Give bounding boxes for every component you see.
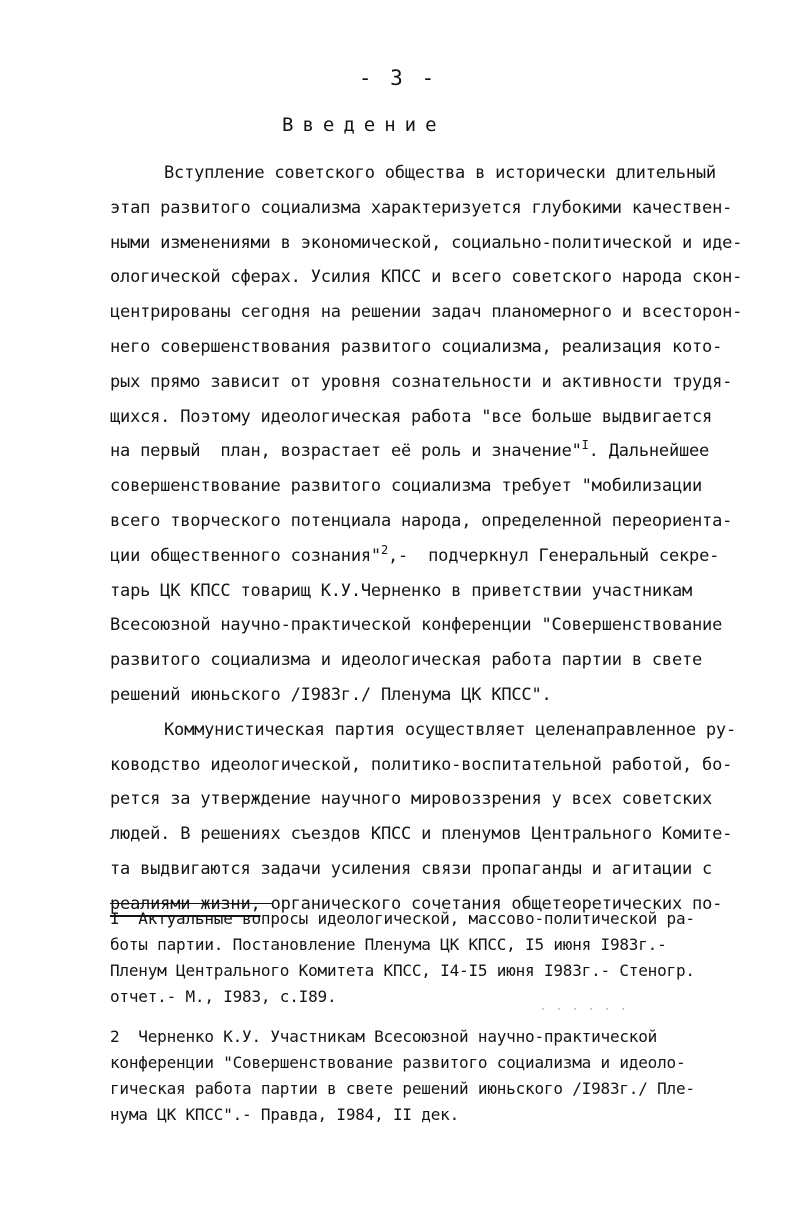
text-line: всего творческого потенциала народа, определенной переориента- [110,510,733,531]
text-line: него совершенствования развитого социализма, реализация кото- [110,336,723,357]
underlined-phrase: реалиями жизни, [110,893,261,914]
footnote-line: Пленум Центрального Комитета КПСС, I4-I5 июня I983г.- Стеногр. [110,961,695,980]
footnote-2 [110,1024,790,1128]
text-line-footnote-2 [110,539,790,574]
body-text [110,156,790,922]
footnote-line: 2 Черненко К.У. Участникам Всесоюзной научно-практической [110,1027,658,1046]
line-text: ,- подчеркнул Генеральный секре- [387,545,720,566]
text-line: решений июньского /I983г./ Пленума ЦК КПСС". [110,684,552,705]
text-line: ологической сферах. Усилия КПСС и всего советского народа скон- [110,267,743,288]
line-text: . Дальнейшее [588,441,710,462]
faint-dots-artifact: · · · · · · [540,1004,629,1015]
text-line: совершенствование развитого социализма требует "мобилизации [110,476,703,497]
text-line: Всесоюзной научно-практической конференции "Совершенствование [110,615,723,636]
footnotes [110,906,790,1128]
text-line: тарь ЦК КПСС товарищ К.У.Черненко в приветствии участникам [110,580,693,601]
text-line: рется за утверждение научного мировоззрения у всех советских [110,789,713,810]
line-text: органического сочетания общетеоретических по- [260,893,723,914]
text-line: щихся. Поэтому идеологическая работа "все больше выдвигается [110,406,713,427]
footnote-marker-2[interactable]: 2 [380,542,388,557]
text-line: людей. В решениях съездов КПСС и пленумов Центрального Комите- [110,824,733,845]
text-line: развитого социализма и идеологическая работа партии в свете [110,650,703,671]
footnote-line: гическая работа партии в свете решений июньского /I983г./ Пле- [110,1079,695,1098]
text-line-footnote-1 [110,434,790,469]
footnote-line: I Актуальные вопросы идеологической, массово-политической ра- [110,909,695,928]
footnote-line: отчет.- М., I983, с.I89. [110,987,337,1006]
text-line: Коммунистическая партия осуществляет целенаправленное ру- [164,719,736,740]
text-line: ными изменениями в экономической, социально-политической и иде- [110,232,743,253]
text-line: та выдвигаются задачи усиления связи пропаганды и агитации с [110,858,713,879]
page-number: - 3 - [358,66,438,90]
footnote-1 [110,906,790,1010]
line-text: ции общественного сознания" [110,545,381,566]
footnote-line: конференции "Совершенствование развитого социализма и идеоло- [110,1053,686,1072]
line-text: на первый план, возрастает её роль и значение" [110,441,582,462]
footnote-marker-1[interactable]: I [581,438,589,453]
footnote-divider [110,903,272,904]
text-line: Вступление советского общества в исторически длительный [164,163,716,183]
footnote-line: боты партии. Постановление Пленума ЦК КПСС, I5 июня I983г.- [110,935,667,954]
text-line: этап развитого социализма характеризуется глубокими качествен- [110,197,733,218]
footnote-line: нума ЦК КПСС".- Правда, I984, II дек. [110,1105,460,1124]
text-line: центрированы сегодня на решении задач планомерного и всесторон- [110,302,743,323]
section-heading: Введение [282,114,446,136]
text-line: рых прямо зависит от уровня сознательности и активности трудя- [110,371,733,392]
text-line: ководство идеологической, политико-воспитательной работой, бо- [110,754,733,775]
